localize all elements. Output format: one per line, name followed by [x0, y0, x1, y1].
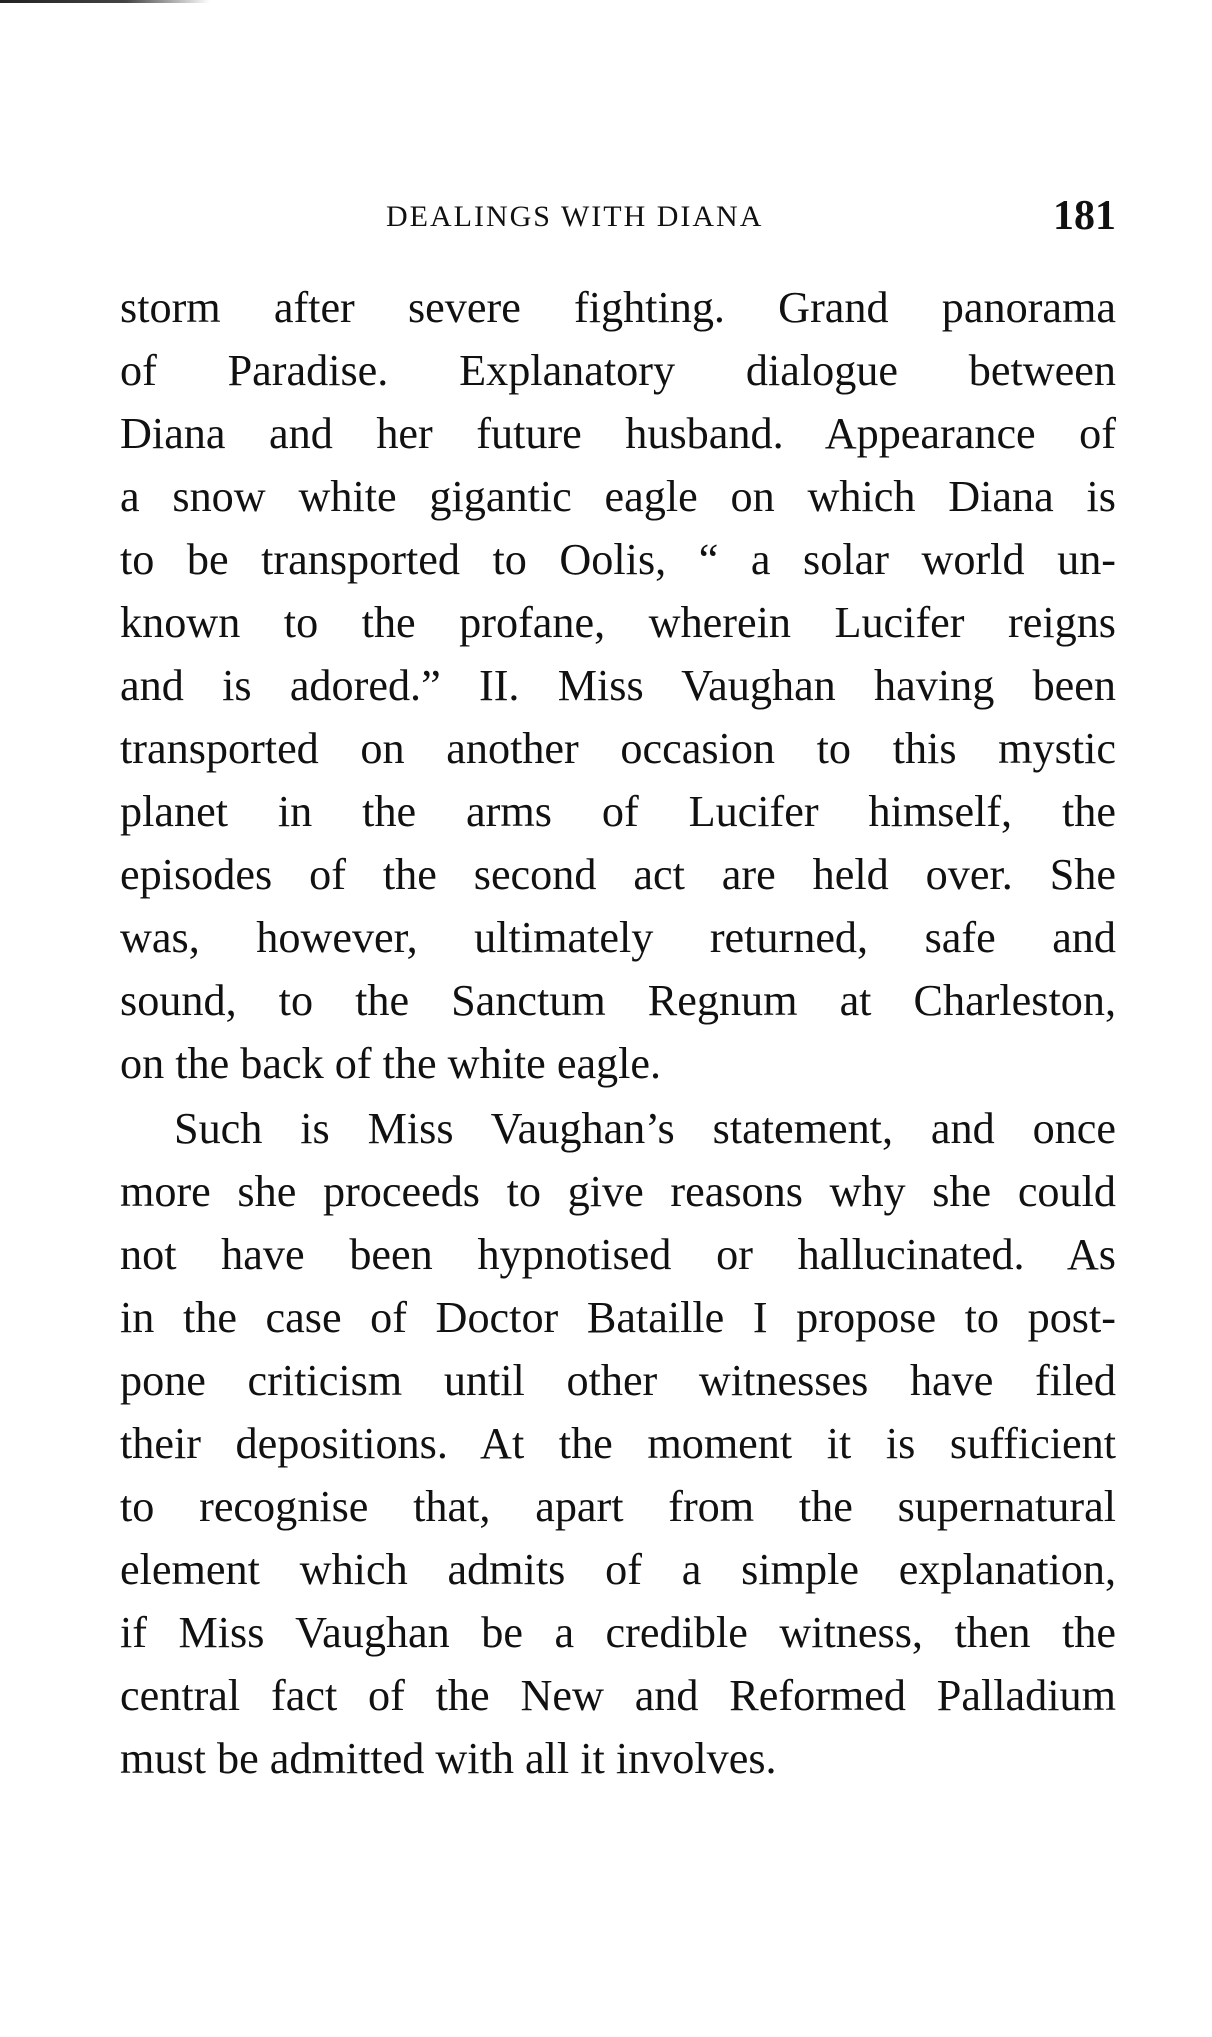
- page-number: 181: [1053, 193, 1116, 239]
- text-line: was, however, ultimately returned, safe and: [120, 913, 1116, 962]
- text-line: more she proceeds to give reasons why she could: [120, 1167, 1116, 1216]
- text-line: their depositions. At the moment it is sufficient: [120, 1419, 1116, 1468]
- text-line: to recognise that, apart from the supernatural: [120, 1482, 1116, 1531]
- text-line: on the back of the white eagle.: [120, 1039, 662, 1088]
- text-line: not have been hypnotised or hallucinated. As: [120, 1230, 1116, 1279]
- text-line: if Miss Vaughan be a credible witness, then the: [120, 1608, 1116, 1657]
- running-header: [120, 192, 1116, 246]
- text-line: storm after severe fighting. Grand panorama: [120, 283, 1116, 332]
- text-line: of Paradise. Explanatory dialogue between: [120, 346, 1116, 395]
- text-line: must be admitted with all it involves.: [120, 1734, 777, 1783]
- text-line: a snow white gigantic eagle on which Diana is: [120, 472, 1116, 521]
- running-title: DEALINGS WITH DIANA: [386, 200, 764, 233]
- text-line: known to the profane, wherein Lucifer reigns: [120, 598, 1116, 647]
- text-line: sound, to the Sanctum Regnum at Charleston,: [120, 976, 1116, 1025]
- paragraph-1: [120, 276, 1116, 1095]
- text-line: to be transported to Oolis, “ a solar world un-: [120, 535, 1116, 584]
- text-line: episodes of the second act are held over. She: [120, 850, 1116, 899]
- text-line: pone criticism until other witnesses have filed: [120, 1356, 1116, 1405]
- scan-edge-mark: [0, 0, 210, 3]
- text-line: in the case of Doctor Bataille I propose to post-: [120, 1293, 1116, 1342]
- text-line: Such is Miss Vaughan’s statement, and once: [174, 1104, 1116, 1153]
- text-line: and is adored.” II. Miss Vaughan having been: [120, 661, 1116, 710]
- text-line: transported on another occasion to this mystic: [120, 724, 1116, 773]
- text-line: central fact of the New and Reformed Palladium: [120, 1671, 1116, 1720]
- paragraph-2: [120, 1097, 1116, 1790]
- body-text: [120, 276, 1116, 1790]
- text-line: element which admits of a simple explanation,: [120, 1545, 1116, 1594]
- text-line: Diana and her future husband. Appearance of: [120, 409, 1116, 458]
- text-line: planet in the arms of Lucifer himself, the: [120, 787, 1116, 836]
